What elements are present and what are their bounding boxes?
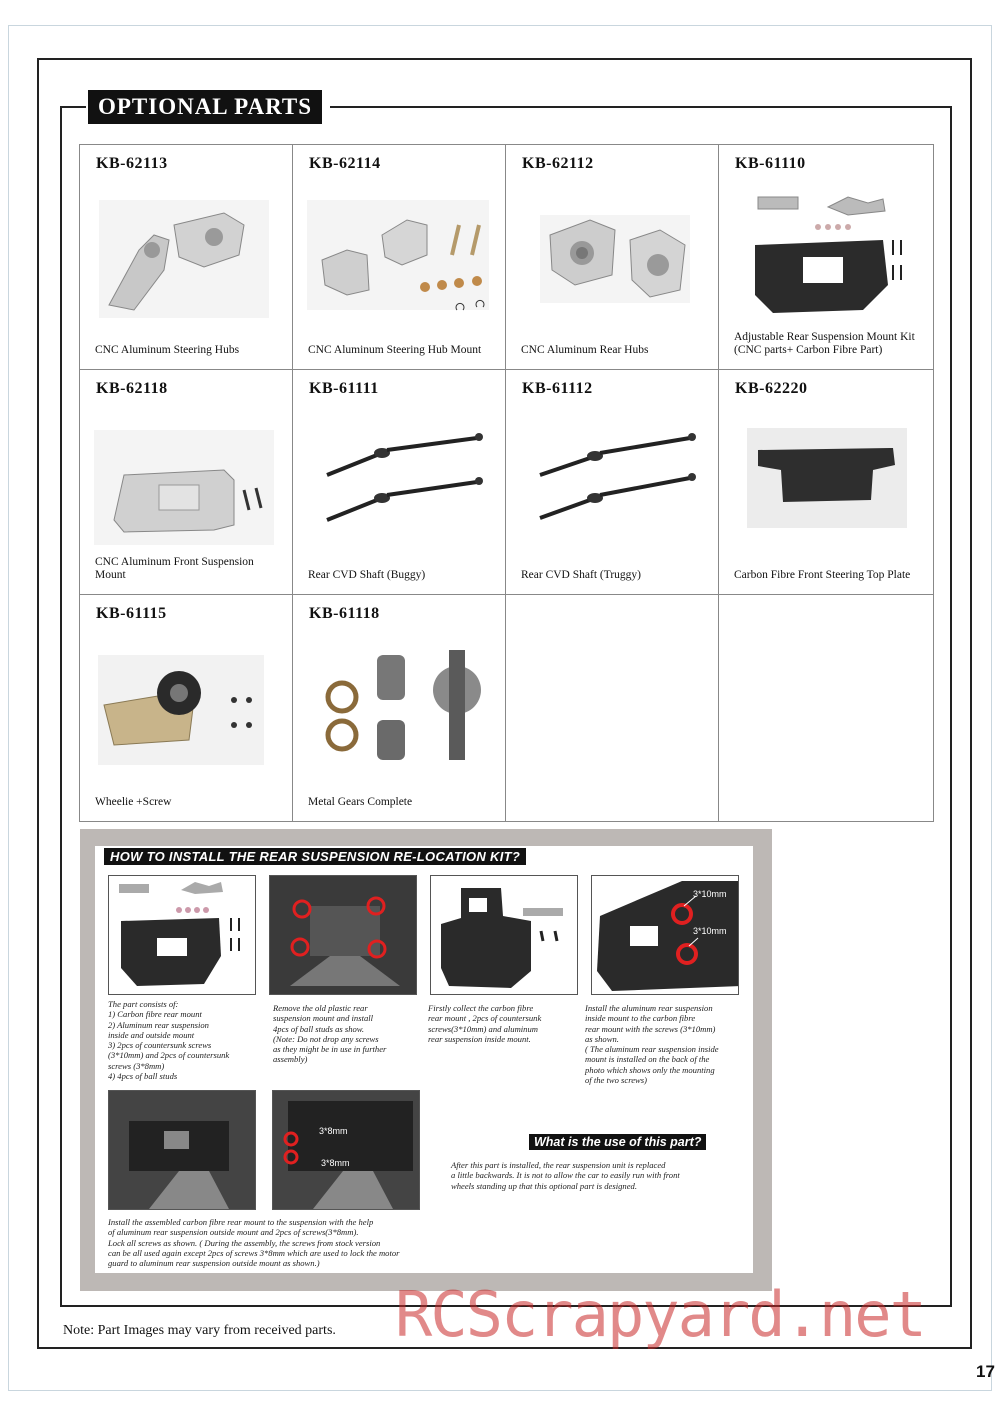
empty-cell xyxy=(719,595,933,821)
chassis-ball-studs-icon xyxy=(270,876,417,995)
part-cell xyxy=(293,595,506,821)
cvd-shaft-icon xyxy=(520,420,702,550)
step2-photo xyxy=(269,875,417,995)
border-segment xyxy=(60,106,86,108)
whatis-text: After this part is installed, the rear suspension unit is replaced a little backwards. It is not to allow the car to easily run with front wheels standing up that this optional part is designed. xyxy=(451,1160,680,1191)
screw-label-10mm: 3*10mm xyxy=(693,926,727,936)
part-cell xyxy=(293,145,506,370)
page-number: 17 xyxy=(976,1362,995,1381)
part-cell xyxy=(719,145,933,370)
steering-hub-mount-icon xyxy=(307,195,489,325)
screw-label-10mm: 3*10mm xyxy=(693,889,727,899)
part-caption: Metal Gears Complete xyxy=(308,796,413,808)
install-title: HOW TO INSTALL THE REAR SUSPENSION RE-LOCATION KIT? xyxy=(104,848,526,865)
border-segment xyxy=(330,106,952,108)
part-cell xyxy=(506,145,719,370)
step1-photo xyxy=(108,875,256,995)
part-code: KB-61110 xyxy=(735,155,806,172)
watermark: RCScrapyard.net xyxy=(395,1278,925,1351)
front-suspension-mount-icon xyxy=(94,420,276,550)
metal-gears-icon xyxy=(307,645,489,775)
part-cell xyxy=(80,370,293,595)
carbon-mount-icon xyxy=(431,876,578,995)
section-title: OPTIONAL PARTS xyxy=(88,90,322,124)
part-cell xyxy=(719,370,933,595)
step3-text: Firstly collect the carbon fibre rear mount , 2pcs of countersunk screws(3*10mm) and aluminum rear suspension inside mount. xyxy=(428,1003,542,1044)
step3-photo xyxy=(430,875,578,995)
step5-photo-b xyxy=(272,1090,420,1210)
empty-cell xyxy=(506,595,719,821)
part-caption: CNC Aluminum Rear Hubs xyxy=(521,344,649,356)
part-cell xyxy=(80,595,293,821)
part-caption: CNC Aluminum Steering Hubs xyxy=(95,344,240,356)
step5-text: Install the assembled carbon fibre rear mount to the suspension with the help of aluminum rear suspension outside mount and 2pcs of screws(3*8mm). Lock all screws as shown. ( During the assembly, the screws from stock version can be all used again except 2pcs of screws 3*8mm which are used to lock the motor guard to aluminum rear suspension outside mount as shown.) xyxy=(108,1217,400,1269)
part-caption: CNC Aluminum Front Suspension Mount xyxy=(95,556,254,581)
whatis-title: What is the use of this part? xyxy=(529,1134,706,1150)
part-caption: Wheelie +Screw xyxy=(95,796,172,808)
step4-text: Install the aluminum rear suspension inside mount to the carbon fibre rear mount with the screws (3*10mm) as shown. ( The aluminum rear suspension inside mount is installed on the back of the photo which shows only the mounting of the two screws) xyxy=(585,1003,719,1086)
screw-label-8mm: 3*8mm xyxy=(319,1126,348,1136)
steering-hubs-icon xyxy=(94,195,276,325)
part-caption: CNC Aluminum Steering Hub Mount xyxy=(308,344,482,356)
kit-parts-icon xyxy=(109,876,256,995)
step5-photo-a xyxy=(108,1090,256,1210)
motor-guard-screws-icon xyxy=(273,1091,420,1210)
part-code: KB-61118 xyxy=(309,605,380,622)
part-caption: Adjustable Rear Suspension Mount Kit (CNC parts+ Carbon Fibre Part) xyxy=(734,331,915,356)
wheelie-icon xyxy=(94,645,276,775)
part-caption: Rear CVD Shaft (Buggy) xyxy=(308,569,426,581)
part-code: KB-62114 xyxy=(309,155,381,172)
assembled-mount-icon xyxy=(109,1091,256,1210)
part-cell xyxy=(80,145,293,370)
step1-text: The part consists of: 1) Carbon fibre rear mount 2) Aluminum rear suspension inside and outside mount 3) 2pcs of countersunk screws (3*10mm) and 2pcs of countersunk screws (3*8mm) 4) 4pcs of ball studs xyxy=(108,999,230,1082)
part-code: KB-61111 xyxy=(309,380,379,397)
carbon-plate-icon xyxy=(733,420,915,550)
part-caption: Rear CVD Shaft (Truggy) xyxy=(521,569,641,581)
part-code: KB-62113 xyxy=(96,155,168,172)
part-code: KB-62220 xyxy=(735,380,808,397)
step4-photo xyxy=(591,875,739,995)
part-code: KB-62112 xyxy=(522,155,594,172)
parts-grid xyxy=(79,144,934,822)
part-code: KB-62118 xyxy=(96,380,168,397)
step2-text: Remove the old plastic rear suspension mount and install 4pcs of ball studs as show. (Note: Do not drop any screws as they might be in use in further assembly) xyxy=(273,1003,387,1065)
part-code: KB-61115 xyxy=(96,605,167,622)
cvd-shaft-icon xyxy=(307,420,489,550)
part-cell xyxy=(506,370,719,595)
part-caption: Carbon Fibre Front Steering Top Plate xyxy=(734,569,911,581)
rear-hubs-icon xyxy=(520,195,702,325)
screw-label-8mm: 3*8mm xyxy=(321,1158,350,1168)
rear-suspension-kit-icon xyxy=(733,195,915,325)
part-cell xyxy=(293,370,506,595)
part-code: KB-61112 xyxy=(522,380,593,397)
footnote: Note: Part Images may vary from received parts. xyxy=(63,1323,336,1338)
